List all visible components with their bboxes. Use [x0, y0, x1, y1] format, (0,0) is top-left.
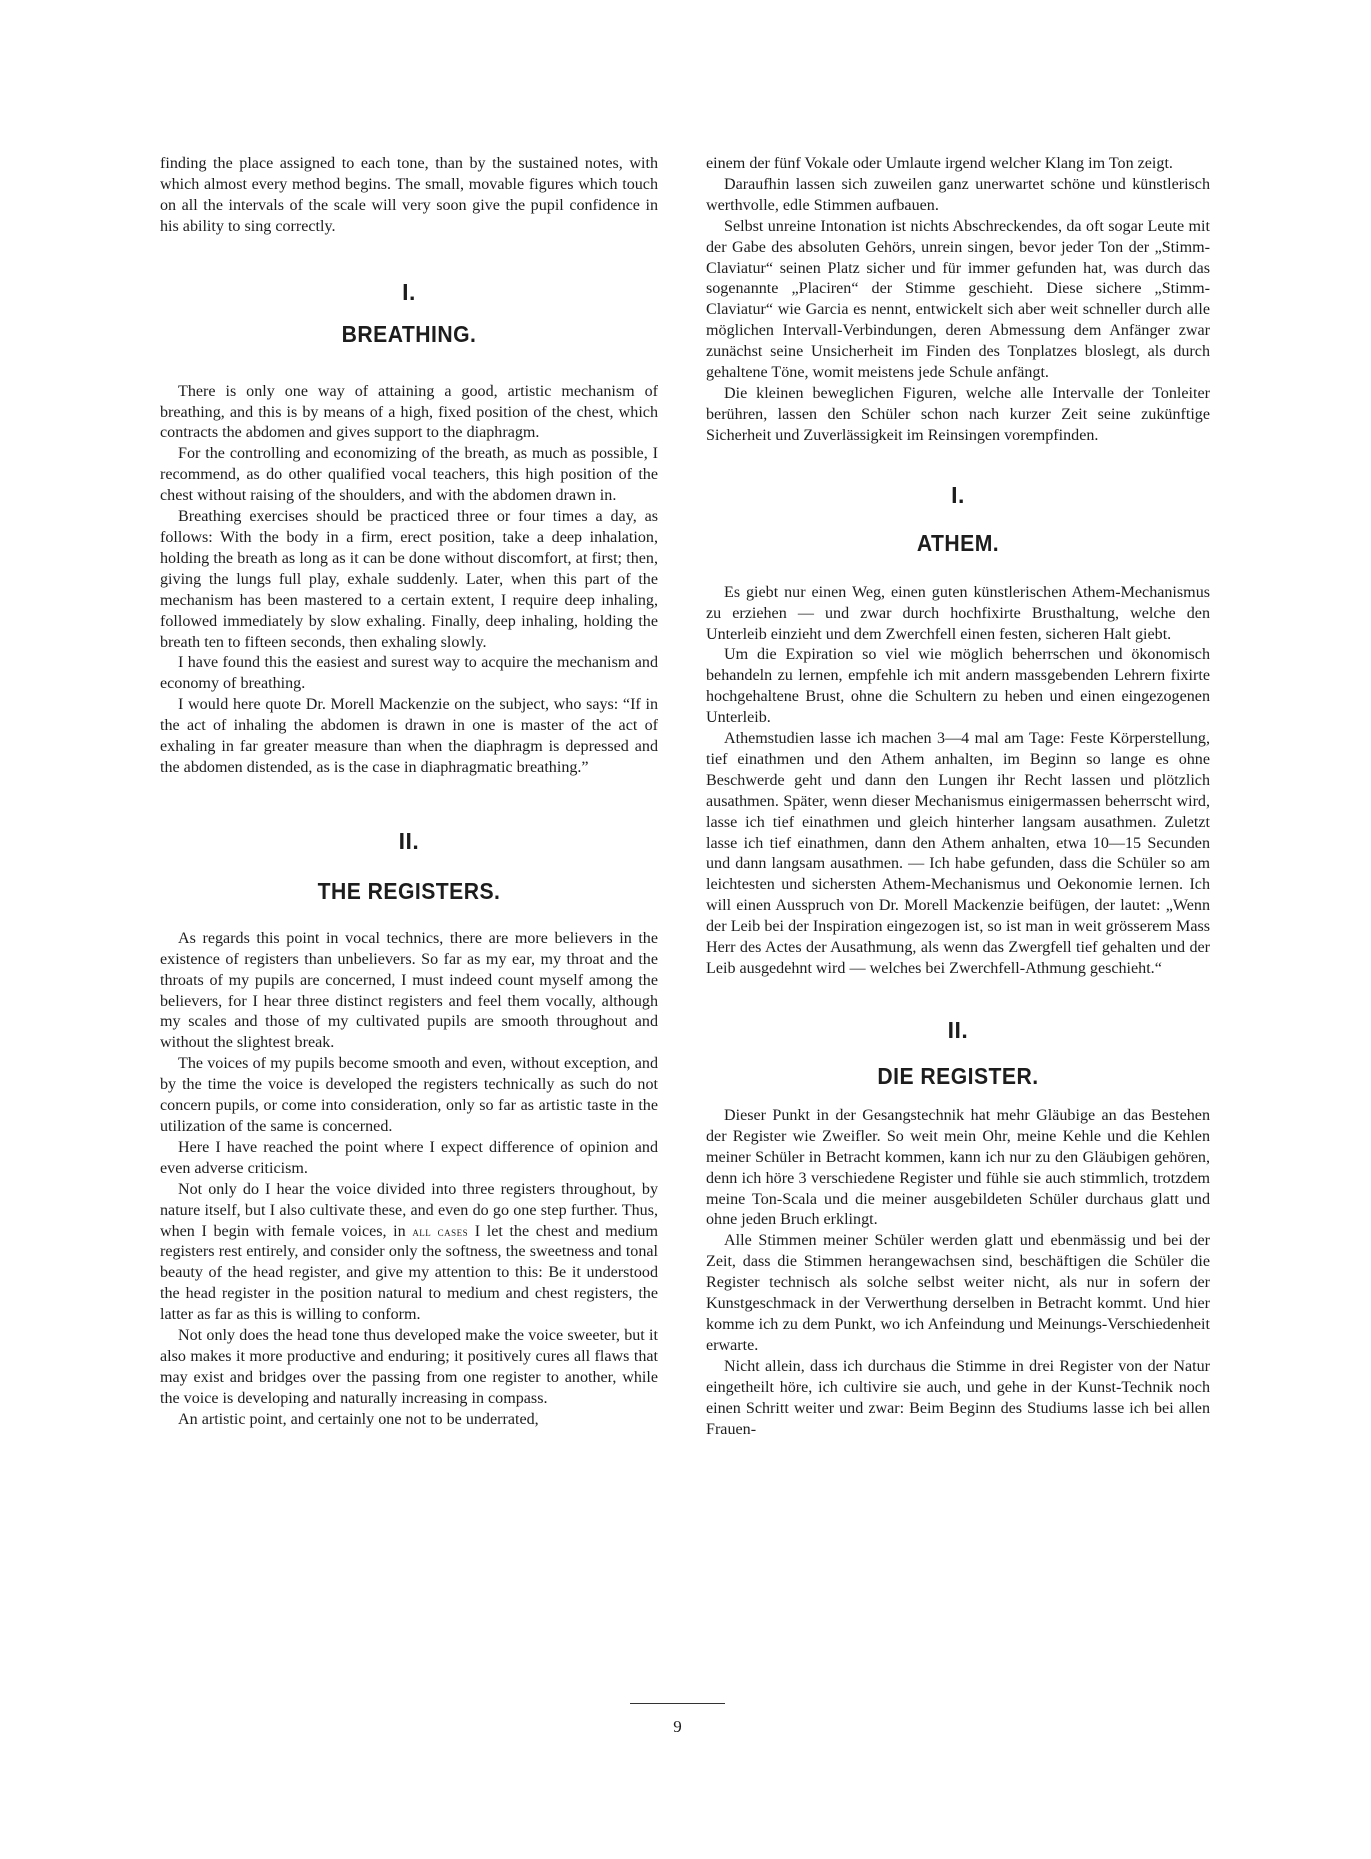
right-column: [706, 154, 1210, 1440]
section-numeral: II.: [947, 1016, 969, 1043]
section-numeral: II.: [398, 827, 420, 854]
paragraph: As regards this point in vocal technics, there are more believers in the existence of registers than unbelievers. So far as my ear, my throat and the throats of my pupils are concerned, I must indeed count myself among the believers, for I hear three distinct registers and feel them vocally, although my scales and those of my cultivated pupils are smooth throughout and without the slightest break.: [160, 929, 658, 1052]
paragraph: Breathing exercises should be practiced three or four times a day, as follows: With the body in a firm, erect position, take a deep inhalation, holding the breath as long as it can be done without discomfort, at first; then, giving the lungs full play, exhale suddenly. Later, when this part of the mechanism has been mastered to a certain extent, I require deep inhaling, followed immediately by slow exhaling. Finally, deep inhaling, holding the breath ten to fifteen seconds, then exhaling slowly.: [160, 508, 658, 651]
section-title: ATHEM.: [916, 529, 1000, 556]
paragraph: There is only one way of attaining a good, artistic mechanism of breathing, and this is by means of a high, fixed position of the chest, which contracts the abdomen and gives support to the diaphragm.: [160, 382, 658, 442]
section-numeral: I.: [402, 278, 416, 305]
paragraph: Daraufhin lassen sich zuweilen ganz unerwartet schöne und künstlerisch werthvolle, edle Stimmen aufbauen.: [706, 175, 1210, 214]
paragraph: Here I have reached the point where I expect difference of opinion and even adverse criticism.: [160, 1138, 658, 1177]
paragraph: Not only does the head tone thus developed make the voice sweeter, but it also makes it more productive and enduring; it positively cures all flaws that may exist and bridges over the passing from one register to another, while the voice is developing and naturally increasing in compass.: [160, 1327, 658, 1407]
paragraph: Selbst unreine Intonation ist nichts Abschreckendes, da oft sogar Leute mit der Gabe des absoluten Gehörs, unrein singen, bevor jeder Ton der „Stimm-Claviatur“ seinen Platz sicher und für immer gefunden hat, was durch das sogenannte „Placiren“ der Stimme geschieht. Diese sichere „Stimm-Claviatur“ wie Garcia es nennt, entwickelt sich aber weit schneller durch alle möglichen Intervall-Verbindungen, deren Abmessung dem Anfänger zwar zunächst seine Unsicherheit im Finden des Tonplatzes bloslegt, als durch gehaltene Töne, womit meistens jede Schule anfängt.: [706, 217, 1210, 382]
paragraph: Die kleinen beweglichen Figuren, welche alle Intervalle der Tonleiter berühren, lassen den Schüler schon nach kurzer Zeit seine zukünftige Sicherheit und Zuverlässigkeit im Reinsingen vorempfinden.: [706, 384, 1210, 444]
paragraph: Alle Stimmen meiner Schüler werden glatt und ebenmässig und bei der Zeit, dass die Stimmen herangewachsen sind, beschäftigen die Schüler die Register technisch als solche selbst weiter nicht, als nur in sofern der Kunstgeschmack in der Verwerthung derselben in Betracht kommt. Und hier komme ich zu dem Punkt, wo ich Anfeindung und Meinungs-Verschiedenheit erwarte.: [706, 1232, 1210, 1354]
left-column: [160, 154, 658, 1431]
paragraph: I would here quote Dr. Morell Mackenzie on the subject, who says: “If in the act of inhaling the abdomen is drawn in one is master of the act of exhaling in far greater measure than when the diaphragm is depressed and the abdomen distended, as is the case in diaphragmatic breathing.”: [160, 696, 658, 776]
page-number: 9: [673, 1717, 682, 1736]
paragraph: Athemstudien lasse ich machen 3—4 mal am Tage: Feste Körperstellung, tief einathmen und den Athem anhalten, im Beginn so lange es ohne Beschwerde geht und dann den Lungen ihr Recht lassen und plötzlich ausathmen. Später, wenn dieser Mechanismus einigermassen beherrscht wird, lasse ich tief einathmen und gleich hinterher langsam ausathmen. Zuletzt lasse ich tief einathmen, dann den Athem anhalten, etwa 10—15 Secunden und dann langsam ausathmen. — Ich habe gefunden, dass die Schüler so am leichtesten und sichersten Athem-Mechanismus und Oekonomie lernen. Ich will einen Ausspruch von Dr. Morell Mackenzie beifügen, der lautet: „Wenn der Leib bei der Inspiration eingezogen ist, so ist man in weit grösserem Mass Herr des Actes der Ausathmung, als wenn das Zwergfell tief gehalten und der Leib ausgedehnt wird — welches bei Zwerchfell-Athmung geschieht.“: [706, 730, 1210, 977]
paragraph: An artistic point, and certainly one not to be underrated,: [178, 1410, 539, 1428]
paragraph-text: Not only do I hear the voice divided into three registers throughout, by nature itself, but I also cultivate these, and even do go one step further. Thus, when I begin with female voices, in: [160, 1180, 658, 1240]
paragraph-text: I let the chest and medium registers rest entirely, and consider only the softness, the sweetness and tonal beauty of the head register, and give my attention to this: Be it understood the head register in the position natural to medium and chest registers, the latter as far as this is willing to conform.: [160, 1222, 658, 1324]
paragraph: finding the place assigned to each tone, than by the sustained notes, with which almost every method begins. The small, movable figures which touch on all the intervals of the scale will very soon give the pupil confidence in his ability to sing correctly.: [160, 155, 658, 235]
paragraph: Um die Expiration so viel wie möglich beherrschen und ökonomisch behandeln zu lernen, empfehle ich mit andern massgebenden Lehrern fixirte hochgehaltene Brust, ohne die Schultern zu heben und einen eingezogenen Unterleib.: [706, 646, 1210, 727]
section-title: DIE REGISTER.: [877, 1062, 1039, 1089]
footer-rule: [630, 1703, 725, 1704]
small-caps-text: all cases: [412, 1223, 469, 1239]
paragraph: Dieser Punkt in der Gesangstechnik hat mehr Gläubige an das Bestehen der Register wie Zweifler. So weit mein Ohr, meine Kehle und die Kehlen meiner Schüler in Betracht kommen, kann ich nur zu den Gläubigen gehören, denn ich höre 3 verschiedene Register und fühle sie auch stimmlich, trotzdem meine Ton-Scala und die meiner ausgebildeten Schüler durchaus glatt und ohne jeden Bruch erklingt.: [706, 1106, 1210, 1229]
paragraph: Nicht allein, dass ich durchaus die Stimme in drei Register von der Natur eingetheilt höre, ich cultivire sie auch, und gehe in der Kunst-Technik noch einen Schritt weiter und zwar: Beim Beginn des Studiums lasse ich bei allen Frauen-: [706, 1357, 1210, 1438]
paragraph: Es giebt nur einen Weg, einen guten künstlerischen Athem-Mechanismus zu erziehen — und zwar durch hochfixirte Brusthaltung, welche den Unterleib einzieht und dem Zwerchfell einen festen, sicheren Halt giebt.: [706, 583, 1210, 643]
section-title: BREATHING.: [341, 320, 477, 347]
paragraph: The voices of my pupils become smooth and even, without exception, and by the time the voice is developed the registers technically as such do not concern pupils, or come into consideration, only so far as artistic taste in the utilization of the same is concerned.: [160, 1055, 658, 1135]
paragraph: einem der fünf Vokale oder Umlaute irgend welcher Klang im Ton zeigt.: [706, 155, 1173, 172]
section-title: THE REGISTERS.: [317, 877, 501, 904]
section-numeral: I.: [951, 481, 965, 508]
paragraph: [160, 1180, 658, 1326]
paragraph: I have found this the easiest and surest way to acquire the mechanism and economy of breathing.: [160, 654, 658, 693]
paragraph: For the controlling and economizing of the breath, as much as possible, I recommend, as do other qualified vocal teachers, this high position of the chest without raising of the shoulders, and with the abdomen drawn in.: [160, 445, 658, 505]
